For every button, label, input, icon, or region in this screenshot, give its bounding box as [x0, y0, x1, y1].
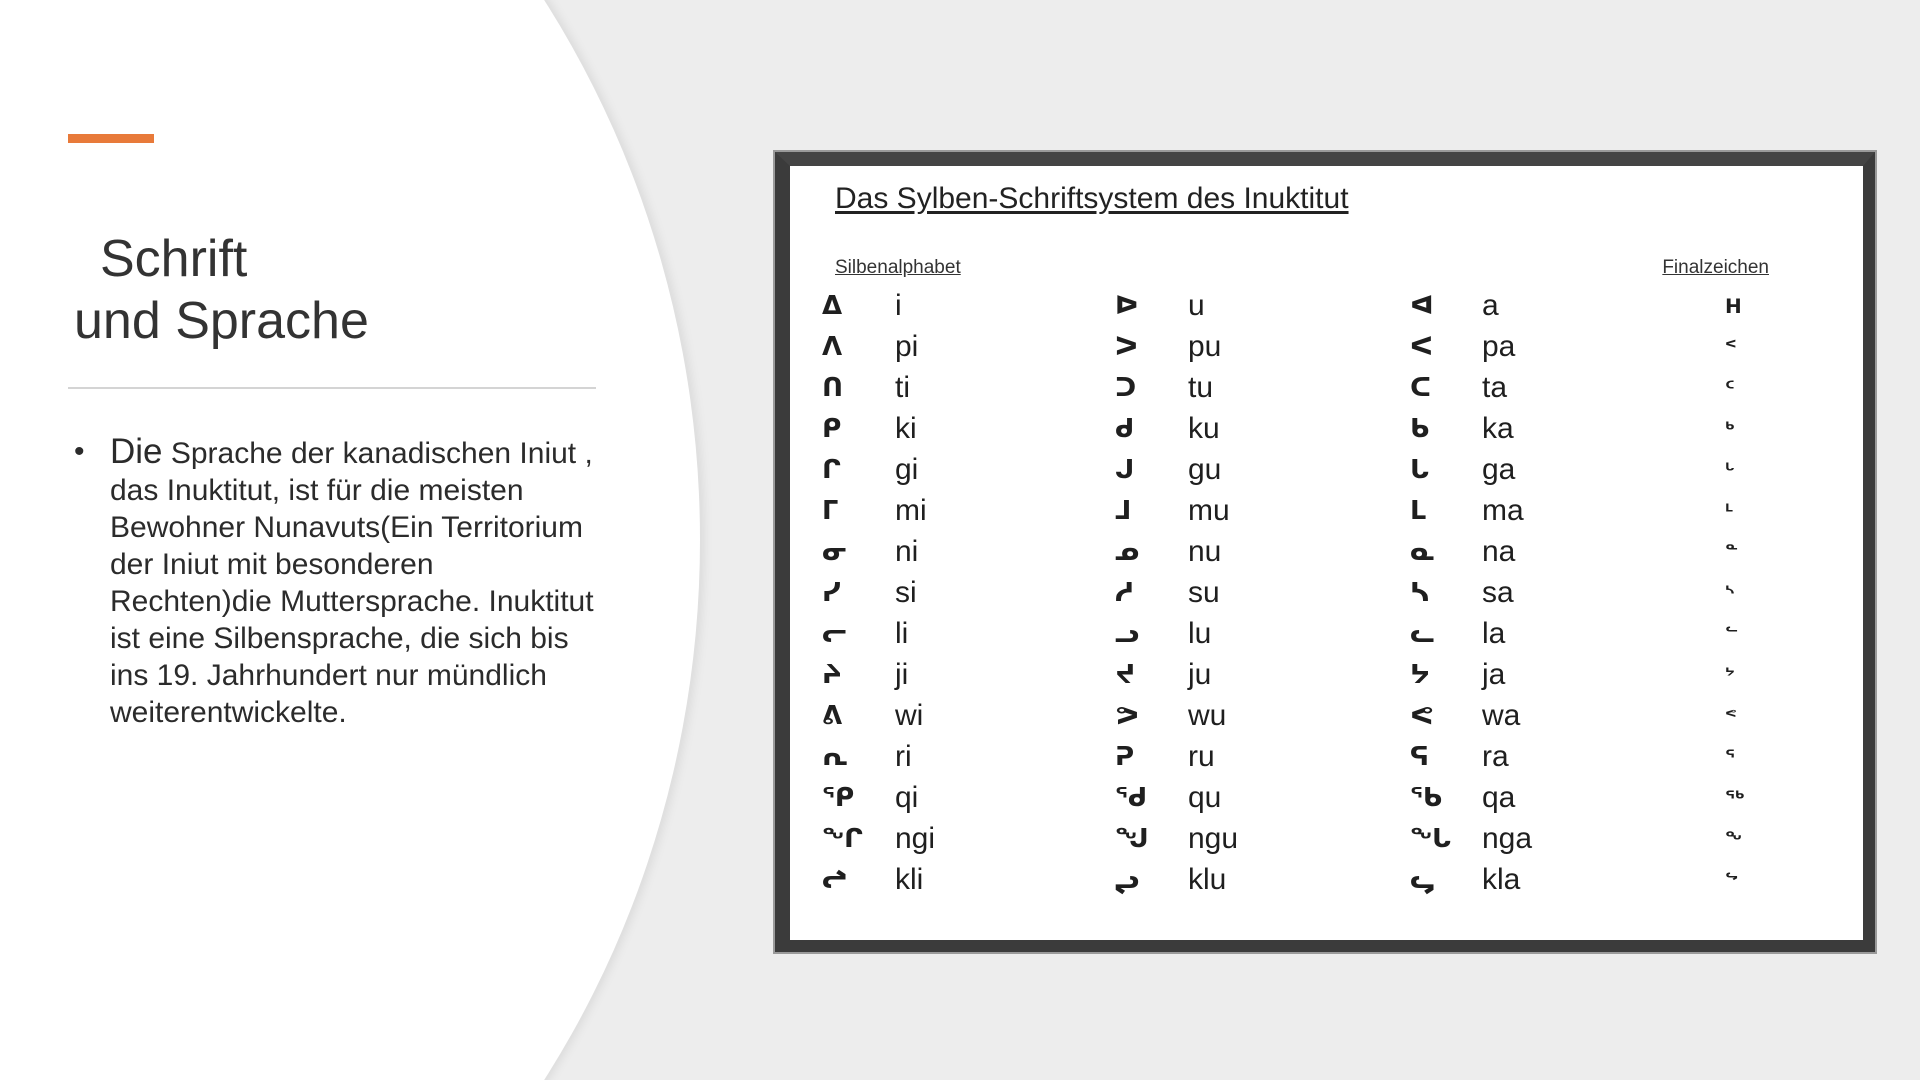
latin-u: ju — [1188, 658, 1212, 691]
final-sign: ᕐ — [1725, 745, 1735, 769]
syllabic-u: ᒧ — [1115, 496, 1132, 526]
latin-u: klu — [1188, 863, 1227, 896]
table-row — [790, 737, 1863, 777]
final-sign: ᑉ — [1725, 335, 1737, 359]
latin-u: tu — [1188, 371, 1214, 404]
latin-u: ru — [1188, 740, 1215, 773]
table-row — [790, 860, 1863, 900]
syllabic-u: ᐳ — [1115, 332, 1139, 362]
final-sign: ᒡ — [1725, 458, 1736, 482]
latin-i: mi — [895, 494, 927, 527]
final-sign: ᖅ — [1725, 786, 1745, 810]
table-row — [790, 573, 1863, 613]
table-row — [790, 696, 1863, 736]
latin-i: gi — [895, 453, 919, 486]
syllabic-a: ᐸ — [1410, 332, 1434, 362]
syllabic-a: ᖤ — [1410, 865, 1435, 895]
latin-a: qa — [1482, 781, 1516, 814]
latin-u: su — [1188, 576, 1220, 609]
syllabic-a: ᕋ — [1410, 742, 1430, 772]
syllabic-a: ᐊ — [1410, 291, 1434, 321]
final-sign: ᓪ — [1725, 622, 1739, 646]
latin-a: ga — [1482, 453, 1516, 486]
latin-u: wu — [1188, 699, 1227, 732]
table-row — [790, 450, 1863, 490]
latin-u: nu — [1188, 535, 1222, 568]
latin-u: ngu — [1188, 822, 1239, 855]
latin-a: a — [1482, 289, 1499, 322]
table-row — [790, 614, 1863, 654]
latin-a: kla — [1482, 863, 1521, 896]
syllabic-a: ᓇ — [1410, 537, 1435, 567]
syllabic-u: ᑯ — [1115, 414, 1135, 444]
syllabic-a: ᕙ — [1410, 701, 1435, 731]
table-row — [790, 491, 1863, 531]
syllabic-i: ᐃ — [822, 291, 843, 321]
latin-u: ku — [1188, 412, 1220, 445]
syllabic-i: ᖠ — [822, 865, 848, 895]
syllabic-i: ᖏ — [822, 824, 864, 854]
latin-u: gu — [1188, 453, 1222, 486]
syllabic-u: ᔪ — [1115, 660, 1136, 690]
latin-i: ki — [895, 412, 917, 445]
syllabic-a: ᔭ — [1410, 660, 1431, 690]
table-row — [790, 778, 1863, 818]
latin-a: ma — [1482, 494, 1524, 527]
table-row — [790, 368, 1863, 408]
syllabic-u: ᓄ — [1115, 537, 1140, 567]
accent-bar — [68, 134, 154, 143]
syllabic-a: ᒐ — [1410, 455, 1430, 485]
syllabic-a: ᒪ — [1410, 496, 1427, 526]
bullet-marker: • — [74, 435, 85, 468]
latin-i: ngi — [895, 822, 936, 855]
syllabics-table-image — [775, 152, 1875, 952]
final-sign: ᖕ — [1725, 827, 1742, 851]
syllabic-i: ᕕ — [822, 701, 843, 731]
syllabic-a: ᓚ — [1410, 619, 1435, 649]
final-sign: ᒻ — [1725, 499, 1734, 523]
final-sign: ᓐ — [1725, 540, 1739, 564]
syllabic-i: ᓕ — [822, 619, 848, 649]
latin-a: wa — [1482, 699, 1521, 732]
bullet-lead-word: Die — [110, 432, 163, 471]
table-row — [790, 286, 1863, 326]
right-header: Finalzeichen — [1662, 257, 1769, 278]
bullet-list — [74, 433, 594, 731]
latin-u: pu — [1188, 330, 1222, 363]
final-sign: ᔾ — [1725, 663, 1735, 687]
final-sign: ᕝ — [1725, 704, 1738, 728]
final-sign: ᕼ — [1725, 294, 1742, 318]
title-line-1: Schrift — [100, 230, 248, 288]
latin-a: ka — [1482, 412, 1514, 445]
final-sign: ᑦ — [1725, 376, 1735, 400]
latin-i: i — [895, 289, 902, 322]
syllabic-i: ᔨ — [822, 660, 843, 690]
syllabic-u: ᕈ — [1115, 742, 1135, 772]
latin-i: kli — [895, 863, 924, 896]
latin-u: mu — [1188, 494, 1230, 527]
syllabic-i: ᐱ — [822, 332, 843, 362]
syllabic-a: ᑕ — [1410, 373, 1432, 403]
title-line-2: und Sprache — [74, 292, 369, 350]
latin-a: ja — [1482, 658, 1506, 691]
latin-a: sa — [1482, 576, 1514, 609]
latin-a: na — [1482, 535, 1516, 568]
syllabic-a: ᖓ — [1410, 824, 1452, 854]
syllabic-i: ᕆ — [822, 742, 848, 772]
syllabic-u: ᖁ — [1115, 783, 1148, 813]
table-row — [790, 409, 1863, 449]
table-row — [790, 655, 1863, 695]
syllabic-u: ᓗ — [1115, 619, 1140, 649]
latin-i: ji — [895, 658, 909, 691]
syllabic-u: ᑐ — [1115, 373, 1137, 403]
syllabic-i: ᑭ — [822, 414, 842, 444]
latin-i: ti — [895, 371, 910, 404]
bullet-item — [110, 433, 594, 731]
table-title: Das Sylben-Schriftsystem des Inuktitut — [835, 182, 1349, 215]
syllabic-a: ᑲ — [1410, 414, 1430, 444]
latin-i: qi — [895, 781, 919, 814]
syllabic-i: ᓂ — [822, 537, 848, 567]
latin-a: nga — [1482, 822, 1533, 855]
syllabic-u: ᖑ — [1115, 824, 1149, 854]
left-header: Silbenalphabet — [835, 257, 961, 278]
latin-a: ra — [1482, 740, 1509, 773]
latin-u: u — [1188, 289, 1205, 322]
slide-title — [74, 228, 369, 352]
final-sign: ᒃ — [1725, 417, 1736, 441]
table-row — [790, 819, 1863, 859]
title-divider — [68, 387, 596, 389]
syllabic-u: ᐅ — [1115, 291, 1139, 321]
syllabic-i: ᒥ — [822, 496, 839, 526]
latin-i: ri — [895, 740, 912, 773]
syllabic-i: ᑎ — [822, 373, 844, 403]
latin-i: si — [895, 576, 917, 609]
latin-a: ta — [1482, 371, 1508, 404]
table-row — [790, 327, 1863, 367]
latin-i: wi — [895, 699, 924, 732]
syllabic-u: ᓱ — [1115, 578, 1134, 608]
latin-u: qu — [1188, 781, 1222, 814]
syllabic-i: ᕿ — [822, 783, 855, 813]
syllabic-i: ᓯ — [822, 578, 841, 608]
syllabic-a: ᓴ — [1410, 578, 1429, 608]
bullet-text: Sprache der kanadischen Iniut , das Inuktitut, ist für die meisten Bewohner Nunavuts(Ein Territorium der Iniut mit besonderen Rechten)die Muttersprache. Inuktitut ist eine Silbensprache, die sich bis ins 19. Jahrhundert nur mündlich weiterentwickelte. — [110, 437, 594, 729]
latin-i: ni — [895, 535, 919, 568]
latin-u: lu — [1188, 617, 1212, 650]
syllabic-u: ᖢ — [1115, 865, 1140, 895]
latin-i: li — [895, 617, 909, 650]
syllabic-u: ᕗ — [1115, 701, 1140, 731]
latin-a: pa — [1482, 330, 1516, 363]
latin-a: la — [1482, 617, 1506, 650]
final-sign: ᔅ — [1725, 581, 1735, 605]
syllabic-u: ᒍ — [1115, 455, 1135, 485]
syllabic-i: ᒋ — [822, 455, 842, 485]
final-sign: ᖦ — [1725, 868, 1739, 892]
table-row — [790, 532, 1863, 572]
latin-i: pi — [895, 330, 919, 363]
syllabic-a: ᖃ — [1410, 783, 1443, 813]
